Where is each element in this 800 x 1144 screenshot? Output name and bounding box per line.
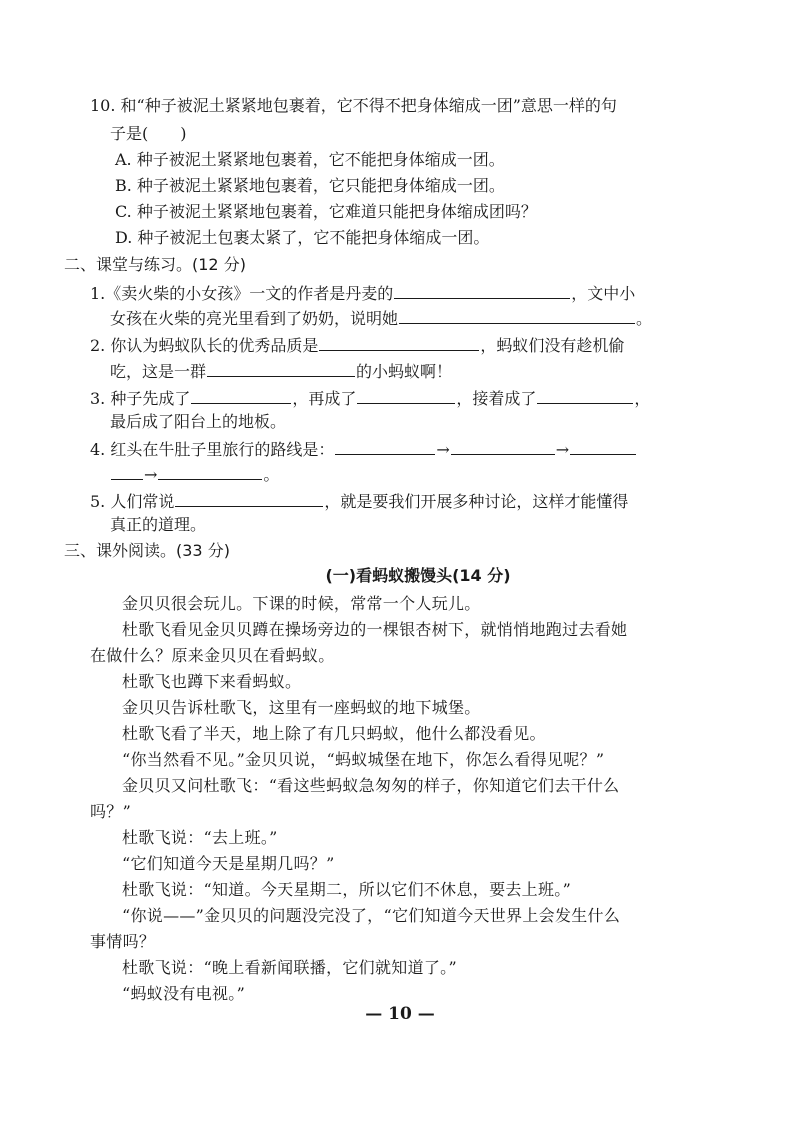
s2-q1-blank2[interactable]	[399, 307, 635, 324]
story-line: 事情吗？	[90, 932, 156, 951]
s2-q5-line1: 5. 人们常说 ，就是要我们开展多种讨论，这样才能懂得	[90, 492, 629, 511]
s2-q4-blank3[interactable]	[570, 438, 636, 455]
s2-q3-blank1[interactable]	[191, 387, 291, 404]
s2-q3-blank3[interactable]	[537, 387, 633, 404]
q10-stem-line2: 子是( )	[110, 124, 187, 143]
s2-q1-blank1[interactable]	[394, 282, 570, 299]
s2-q4-line1: 4. 红头在牛肚子里旅行的路线是： → →	[90, 438, 637, 460]
story-line: 杜歌飞说：“晚上看新闻联播，它们就知道了。”	[122, 958, 457, 977]
story-line: 杜歌飞看了半天，地上除了有几只蚂蚁，他什么都没看见。	[122, 724, 546, 743]
section2-heading: 二、课堂与练习。(12 分)	[64, 255, 246, 274]
story-line: “蚂蚁没有电视。”	[122, 984, 246, 1003]
story-line: “它们知道今天是星期几吗？”	[122, 854, 335, 873]
s2-q1-line1: 1.《卖火柴的小女孩》一文的作者是丹麦的 ，文中小	[90, 284, 636, 303]
s2-q4-blank1[interactable]	[335, 438, 435, 455]
story-line: 杜歌飞看见金贝贝蹲在操场旁边的一棵银杏树下，就悄悄地跑过去看她	[122, 620, 628, 639]
q10-stem-line1: 10. 和“种子被泥土紧紧地包裹着，它不得不把身体缩成一团”意思一样的句	[90, 96, 617, 115]
story-line: 金贝贝很会玩儿。下课的时候，常常一个人玩儿。	[122, 594, 481, 613]
s2-q5-blank1[interactable]	[175, 490, 323, 507]
s2-q1-line2: 女孩在火柴的亮光里看到了奶奶，说明她 。	[110, 309, 653, 328]
s2-q2-blank1[interactable]	[319, 334, 479, 351]
story-line: 吗？”	[90, 802, 132, 821]
story-line: 杜歌飞也蹲下来看蚂蚁。	[122, 672, 302, 691]
s2-q4-blank4[interactable]	[111, 463, 143, 480]
story-line: 杜歌飞说：“去上班。”	[122, 828, 278, 847]
s2-q3-line2: 最后成了阳台上的地板。	[110, 412, 287, 431]
s2-q5-line2: 真正的道理。	[110, 515, 207, 534]
story-line: “你当然看不见。”金贝贝说，“蚂蚁城堡在地下，你怎么看得见呢？”	[122, 750, 605, 769]
section3-heading: 三、课外阅读。(33 分)	[64, 541, 230, 560]
s2-q4-blank5[interactable]	[158, 463, 262, 480]
story-line: 金贝贝又问杜歌飞：“看这些蚂蚁急匆匆的样子，你知道它们去干什么	[122, 776, 620, 795]
story-line: 金贝贝告诉杜歌飞，这里有一座蚂蚁的地下城堡。	[122, 698, 481, 717]
s2-q2-line2: 吃，这是一群 的小蚂蚁啊！	[110, 362, 453, 381]
s2-q4-line2: → 。	[110, 463, 279, 485]
s2-q2-blank2[interactable]	[207, 360, 355, 377]
q10-option-b: B. 种子被泥土紧紧地包裹着，它只能把身体缩成一团。	[115, 176, 505, 195]
s2-q3-line1: 3. 种子先成了 ，再成了 ，接着成了 ，	[90, 389, 651, 408]
story-line: 在做什么？原来金贝贝在看蚂蚁。	[90, 646, 335, 665]
s2-q3-blank2[interactable]	[357, 387, 455, 404]
s2-q4-blank2[interactable]	[451, 438, 555, 455]
s2-q2-line1: 2. 你认为蚂蚁队长的优秀品质是 ，蚂蚁们没有趁机偷	[90, 336, 625, 355]
q10-option-c: C. 种子被泥土紧紧地包裹着，它难道只能把身体缩成团吗？	[115, 202, 537, 221]
page-number: — 10 —	[365, 1004, 435, 1024]
q10-option-d: D. 种子被泥土包裹太紧了，它不能把身体缩成一团。	[115, 228, 490, 247]
story-line: 杜歌飞说：“知道。今天星期二，所以它们不休息，要去上班。”	[122, 880, 572, 899]
story-title: (一)看蚂蚁搬馒头(14 分)	[325, 566, 511, 585]
story-line: “你说——”金贝贝的问题没完没了，“它们知道今天世界上会发生什么	[122, 906, 621, 925]
q10-option-a: A. 种子被泥土紧紧地包裹着，它不能把身体缩成一团。	[115, 150, 505, 169]
